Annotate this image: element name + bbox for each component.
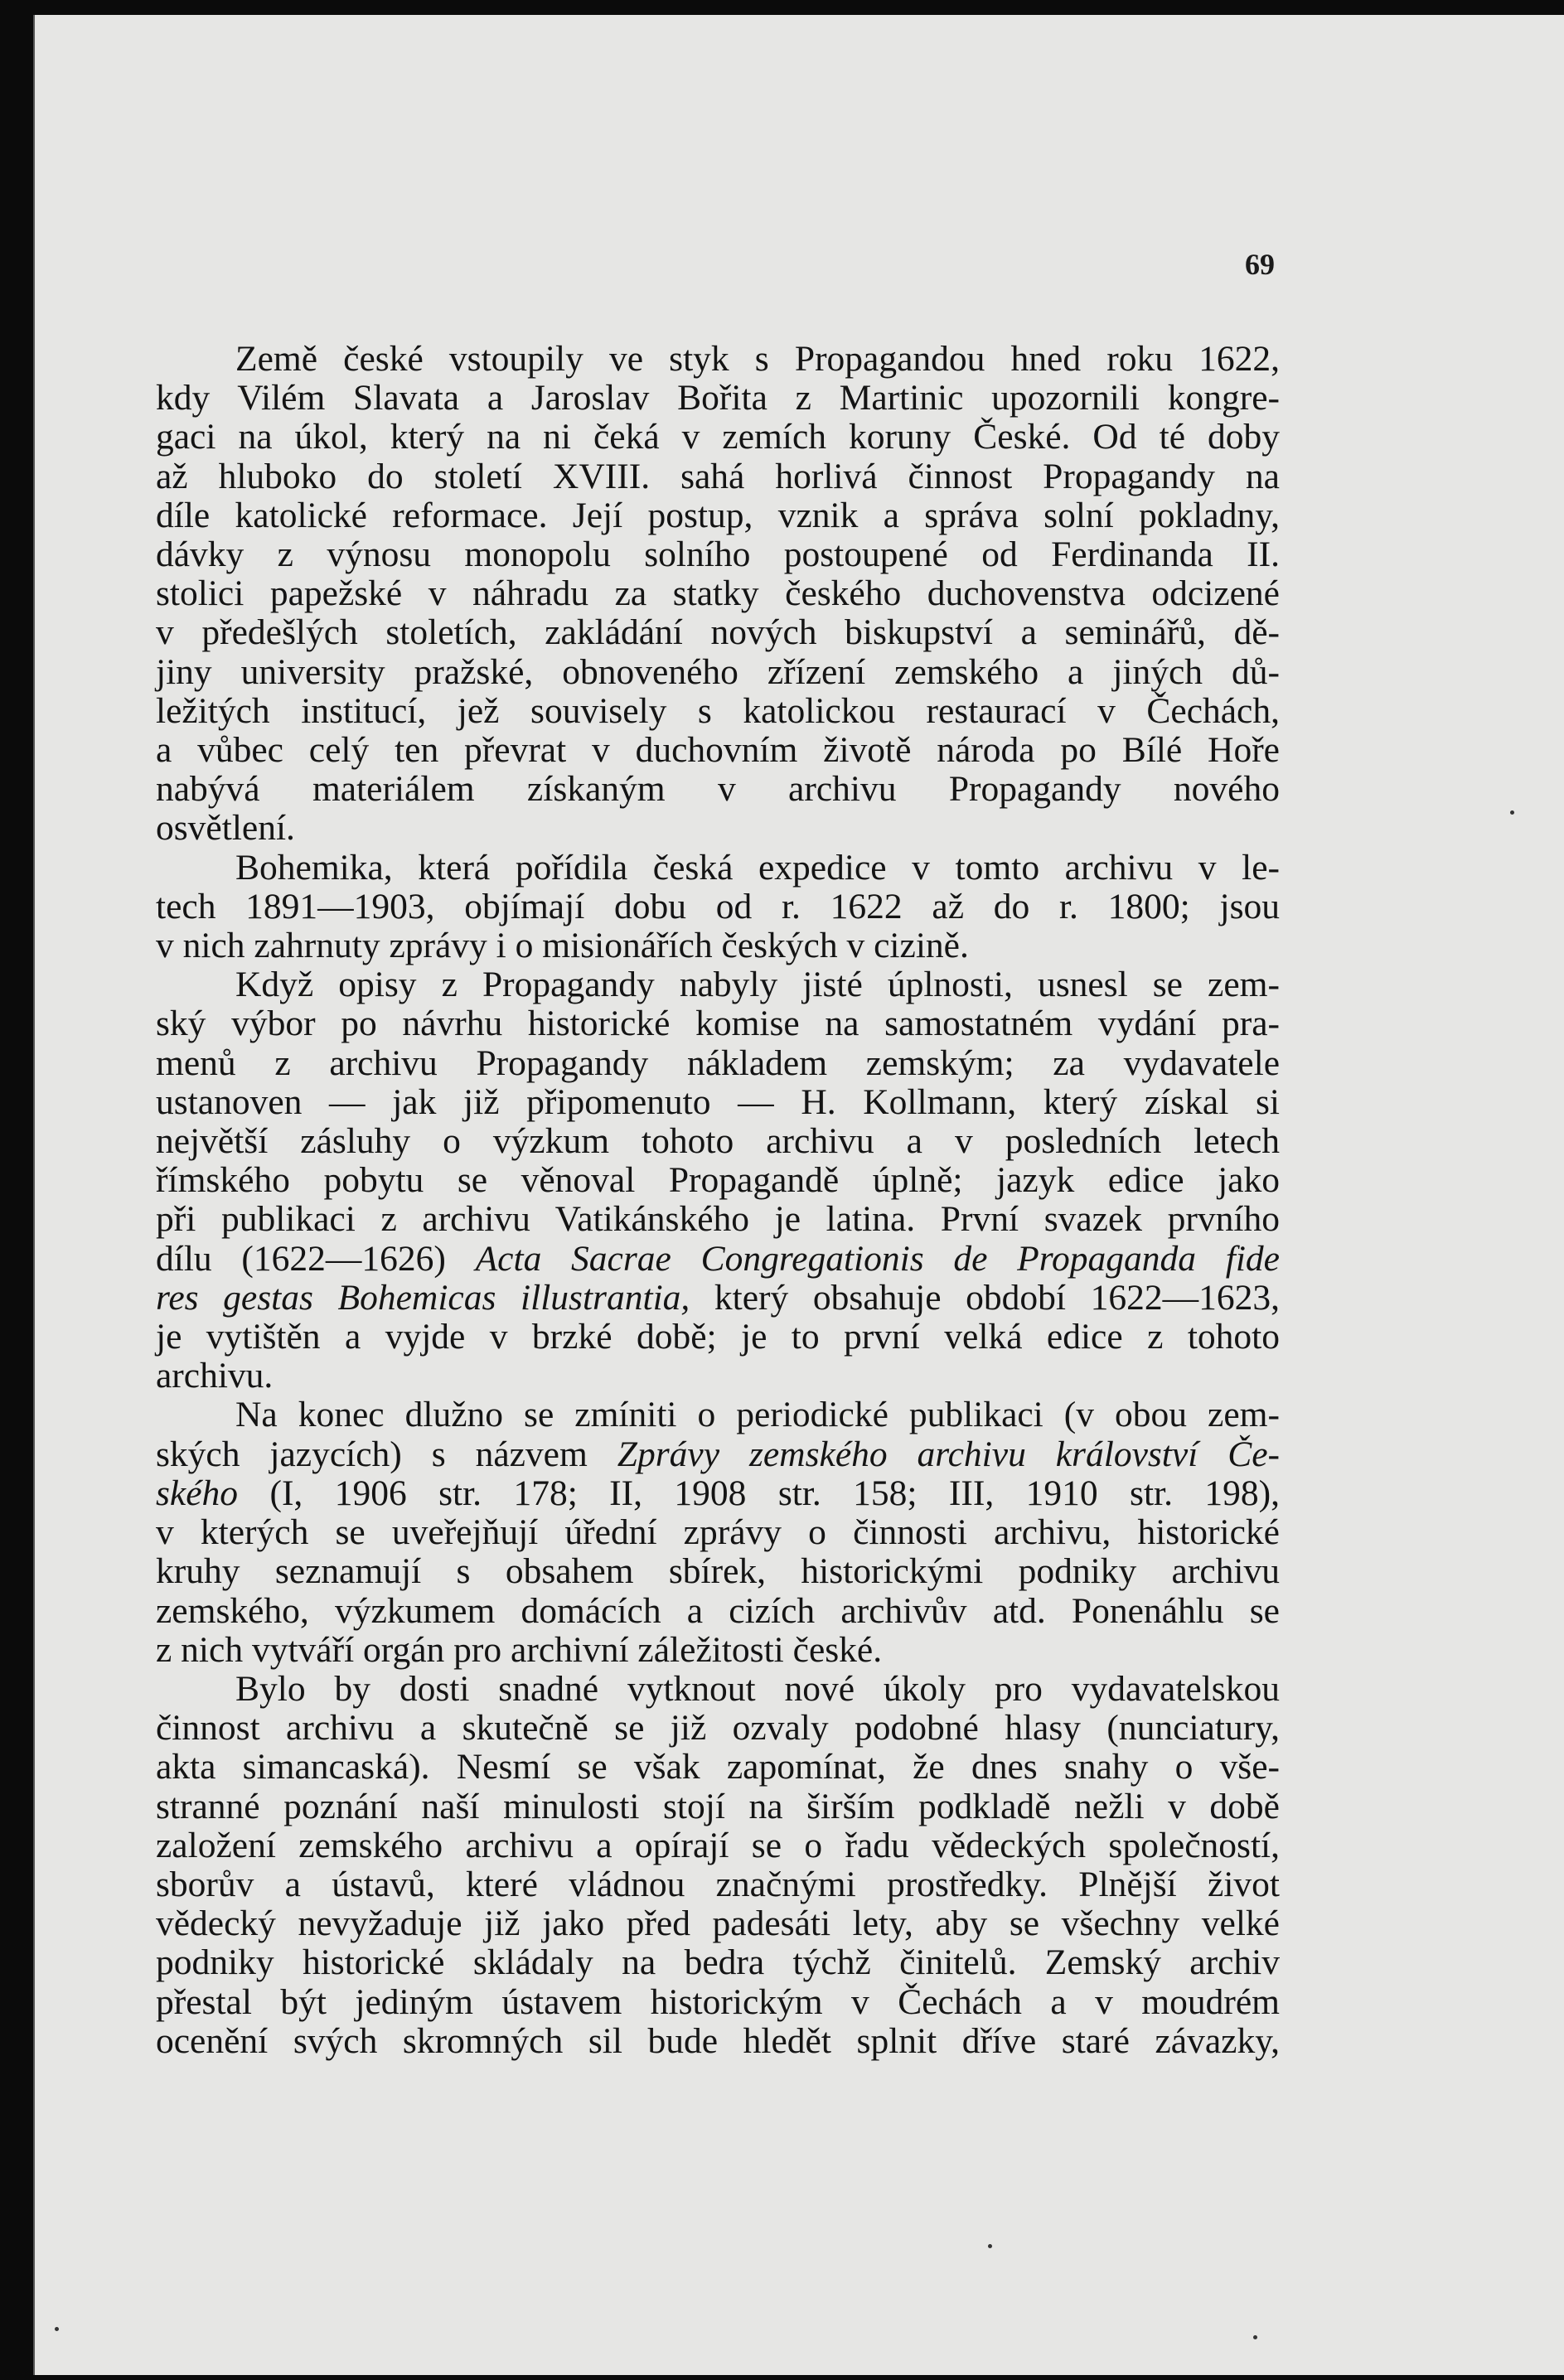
text-line: sborův a ústavů, které vládnou značnými prostředky. Plnější život: [156, 1864, 1280, 1904]
text-line: dávky z výnosu monopolu solního postoupené od Ferdinanda II.: [156, 535, 1280, 575]
scan-speck: [988, 2244, 992, 2248]
book-page: [33, 15, 1564, 2375]
text-line: menů z archivu Propagandy nákladem zemským; za vydavatele: [156, 1042, 1280, 1083]
text-line: Země české vstoupily ve styk s Propagandou hned roku 1622,: [235, 339, 1280, 379]
text-line: [156, 1435, 1280, 1474]
text-line: Na konec dlužno se zmíniti o periodické publikaci (v obou zem-: [235, 1395, 1280, 1435]
text-line: je vytištěn a vyjde v brzké době; je to první velká edice z tohoto: [156, 1317, 1280, 1357]
text-line: ustanoven — jak již připomenuto — H. Kollmann, který získal si: [156, 1081, 1280, 1122]
text-line: Bohemika, která pořídila česká expedice v tomto archivu v le-: [235, 847, 1280, 888]
italic-title: ského: [156, 1473, 239, 1513]
text-line: kdy Vilém Slavata a Jaroslav Bořita z Martinic upozornili kongre-: [156, 378, 1280, 418]
italic-title: Zprávy zemského archivu království Če-: [617, 1434, 1281, 1474]
text-line: podniky historické skládaly na bedra týchž činitelů. Zemský archiv: [156, 1942, 1280, 1983]
text-line: akta simancaská). Nesmí se však zapomínat, že dnes snahy o vše-: [156, 1747, 1280, 1787]
text-line: činnost archivu a skutečně se již ozvaly podobné hlasy (nunciatury,: [156, 1708, 1280, 1749]
text-line: nabývá materiálem získaným v archivu Propagandy nového: [156, 769, 1280, 810]
scan-speck: [55, 2327, 59, 2331]
text-line: ležitých institucí, jež souvisely s katolickou restaurací v Čechách,: [156, 690, 1280, 731]
text-line: největší zásluhy o výzkum tohoto archivu a v posledních letech: [156, 1121, 1280, 1162]
scan-speck: [1510, 810, 1514, 815]
text-line: římského pobytu se věnoval Propagandě úplně; jazyk edice jako: [156, 1160, 1280, 1201]
text-run: ských jazycích) s názvem: [156, 1434, 588, 1474]
text-line: ský výbor po návrhu historické komise na samostatném vydání pra-: [156, 1004, 1280, 1044]
text-line: založení zemského archivu a opírají se o řadu vědeckých společností,: [156, 1825, 1280, 1865]
text-line: [156, 1279, 1280, 1318]
text-line: přestal být jediným ústavem historickým v Čechách a v moudrém: [156, 1981, 1280, 2022]
text-line: ocenění svých skromných sil bude hledět splnit dříve staré závazky,: [156, 2020, 1280, 2061]
page-number: 69: [1245, 248, 1275, 281]
text-line: osvětlení.: [156, 808, 295, 849]
text-line: stolici papežské v náhradu za statky českého duchovenstva odcizené: [156, 573, 1280, 614]
text-line: až hluboko do století XVIII. sahá horlivá činnost Propagandy na: [156, 456, 1280, 496]
text-line: kruhy seznamují s obsahem sbírek, historickými podniky archivu: [156, 1551, 1280, 1592]
text-run: (I, 1906 str. 178; II, 1908 str. 158; III, 1910 str. 198),: [269, 1473, 1281, 1513]
italic-title: Acta Sacrae Congregationis de Propaganda fide: [475, 1238, 1280, 1279]
text-line: tech 1891—1903, objímají dobu od r. 1622 až do r. 1800; jsou: [156, 886, 1280, 926]
text-line: vědecký nevyžaduje již jako před padesáti lety, aby se všechny velké: [156, 1904, 1280, 1944]
text-line: gaci na úkol, který na ni čeká v zemích koruny České. Od té doby: [156, 417, 1280, 457]
text-line: díle katolické reformace. Její postup, vznik a správa solní pokladny,: [156, 495, 1280, 535]
text-line: stranné poznání naší minulosti stojí na širším podkladě nežli v době: [156, 1786, 1280, 1826]
text-line: v nich zahrnuty zprávy i o misionářích českých v cizině.: [156, 926, 969, 966]
text-run: dílu (1622—1626): [156, 1238, 446, 1279]
text-line: a vůbec celý ten převrat v duchovním životě národa po Bílé Hoře: [156, 730, 1280, 771]
text-line: při publikaci z archivu Vatikánského je latina. První svazek prvního: [156, 1199, 1280, 1240]
text-line: zemského, výzkumem domácích a cizích archivův atd. Ponenáhlu se: [156, 1590, 1280, 1631]
text-line: Když opisy z Propagandy nabyly jisté úplnosti, usnesl se zem-: [235, 965, 1280, 1005]
text-line: z nich vytváří orgán pro archivní záležitosti české.: [156, 1629, 883, 1670]
text-run: který obsahuje období 1622—1623,: [714, 1277, 1280, 1318]
text-line: Bylo by dosti snadné vytknout nové úkoly pro vydavatelskou: [235, 1668, 1280, 1709]
text-line: [156, 1240, 1280, 1279]
text-line: [156, 1474, 1280, 1513]
text-line: v předešlých stoletích, zakládání nových biskupství a seminářů, dě-: [156, 612, 1280, 653]
body-text: [156, 340, 1280, 2061]
text-line: archivu.: [156, 1356, 274, 1396]
italic-title: res gestas Bohemicas illustrantia,: [156, 1277, 690, 1318]
scan-speck: [1253, 2335, 1257, 2339]
text-line: v kterých se uveřejňují úřední zprávy o činnosti archivu, historické: [156, 1512, 1280, 1553]
text-line: jiny university pražské, obnoveného zřízení zemského a jiných dů-: [156, 651, 1280, 692]
